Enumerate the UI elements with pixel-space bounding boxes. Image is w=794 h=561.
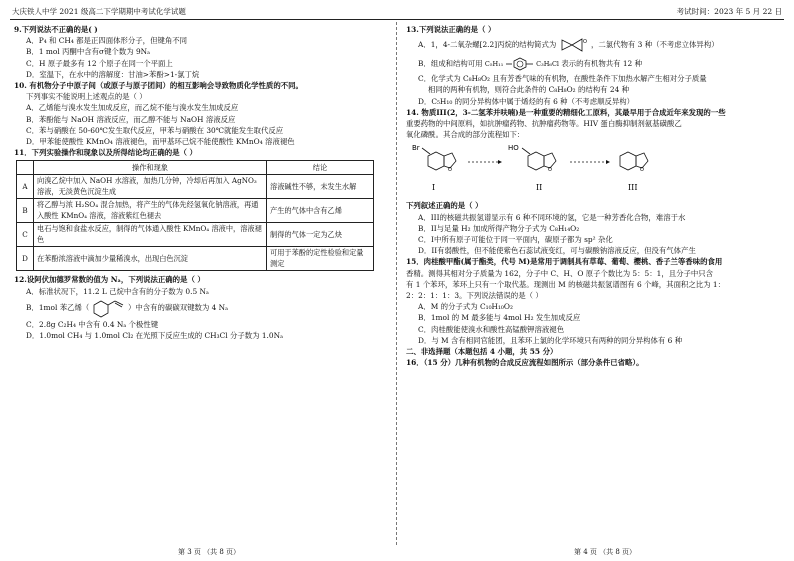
question-10 (14, 80, 394, 147)
table-cell-conclusion: 可用于苯酚的定性检验和定量测定 (267, 247, 374, 271)
q10-stem: 10. 有机物分子中原子间（或原子与原子团间）的相互影响会导致物质化学性质的不同。 (14, 81, 303, 91)
q14-stem-2: 重要药物的中间原料，如抗肿瘤药物、抗肿瘤药物等。HIV 蛋白酶抑制剂氨基磺酸乙 (406, 119, 682, 129)
spiro-structure-icon (559, 36, 589, 54)
q9-stem: 9.下列说法不正确的是( ) (14, 25, 98, 34)
table-header: 操作和现象 (34, 161, 267, 175)
q15-stem-2: 香精。测得其相对分子质量为 162，分子中 C、H、O 原子个数比为 5：5：1，且分子中只含 (406, 268, 714, 278)
table-cell-option: C (17, 223, 34, 247)
hydroxy-label: HO (508, 144, 519, 153)
styrene-structure-icon (92, 298, 126, 318)
q10-option-b: B．苯酚能与 NaOH 溶液反应，而乙醇不能与 NaOH 溶液反应 (26, 114, 236, 124)
table-cell-option: D (17, 247, 34, 271)
q13-substituent-2: C₃H₆Cl (536, 60, 560, 69)
q15-stem-4: 2：2：1：1：3。下列说法错误的是（ ） (406, 291, 543, 301)
table-header: 结论 (267, 161, 374, 175)
svg-text:O: O (582, 39, 587, 46)
q12-option-c: C．2.8g C₂H₄ 中含有 0.4 Nₐ 个极性键 (26, 319, 159, 329)
q13-option-a (406, 35, 784, 55)
compound-iii-label: III (628, 183, 638, 193)
page-4-footer: 第 4 页 （共 8 页） (574, 548, 637, 556)
question-13 (406, 24, 784, 107)
table-cell-conclusion: 溶液碱性不够，未发生水解 (267, 175, 374, 199)
question-14 (406, 107, 784, 257)
exam-date: 考试时间：2023 年 5 月 22 日 (676, 7, 782, 16)
page-3-footer: 第 3 页 （共 8 页） (178, 548, 241, 556)
table-cell-option: A (17, 175, 34, 199)
q13-option-b-suffix: 表示的有机物共有 12 种 (561, 59, 642, 69)
q14-option-a: A．III的核磁共振氢谱显示有 6 种不同环境的氢，它是一种芳香化合物，难溶于水 (418, 212, 686, 222)
q15-option-c: C．肉桂酸能使溴水和酸性高锰酸钾溶液褪色 (418, 324, 565, 334)
svg-text:O: O (548, 167, 552, 174)
q10-stem-2: 下列事实不能说明上述观点的是（ ） (26, 92, 147, 102)
table-cell-option: B (17, 199, 34, 223)
q13-option-b (406, 55, 784, 73)
q13-option-b-prefix: B．组成和结构可用 (418, 59, 483, 69)
question-16-stem: 16．（15 分）几种有机物的合成反应流程如图所示（部分条件已省略）。 (406, 358, 644, 368)
q15-stem: 15．肉桂酸甲酯(属于酯类，代号 M)是常用于调制具有草莓、葡萄、樱桃、香子兰等香味的食用 (406, 257, 723, 267)
q15-option-a: A．M 的分子式为 C₁₀H₁₀O₂ (418, 302, 513, 312)
q11-stem: 11．下列实验操作和现象以及所得结论均正确的是（ ） (14, 148, 197, 158)
q14-stem: 14. 物质III(2，3-二氢苯并呋喃)是一种重要的精细化工原料，其最早用于合成近年来发现的一些 (406, 107, 726, 117)
q13-option-d: D．C₅H₁₀ 的同分异构体中属于烯烃的有 6 种（不考虑顺反异构） (418, 96, 635, 106)
q13-option-c-cont: 相同的两种有机物，则符合此条件的 C₈H₈O₂ 的结构有 24 种 (428, 85, 630, 95)
q9-option-a: A．P₄ 和 CH₄ 都是正四面体形分子，但键角不同 (26, 36, 188, 46)
table-row (17, 199, 374, 223)
question-9 (14, 24, 394, 80)
column-divider (396, 22, 397, 545)
q14-option-b: B．II与足量 H₂ 加成所得产物分子式为 C₈H₁₄O₂ (418, 223, 580, 233)
table-cell-conclusion: 制得的气体一定为乙炔 (267, 223, 374, 247)
q13-option-c: C．化学式为 C₈H₈O₂ 且有芳香气味的有机物，在酸性条件下加热水解产生相对分子质量 (418, 74, 707, 84)
page-4-column (406, 24, 784, 368)
q15-option-d: D．与 M 含有相同官能团，且苯环上氯的化学环境只有两种的同分异构体有 6 种 (418, 335, 683, 345)
compound-i-label: I (432, 183, 436, 193)
q15-stem-3: 有 1 个苯环，苯环上只有一个取代基。现测出 M 的核磁共振氢谱图有 6 个峰，其面积之比为 1： (406, 279, 725, 289)
page-3-column (14, 24, 394, 341)
q14-option-c: C．I中所有原子可能位于同一平面内，碳原子都为 sp² 杂化 (418, 235, 613, 245)
table-cell-conclusion: 产生的气体中含有乙烯 (267, 199, 374, 223)
question-12 (14, 274, 394, 341)
table-cell-operation: 向溴乙烷中加入 NaOH 水溶液，加热几分钟，冷却后再加入 AgNO₃ 溶液，无淡黄色沉淀生成 (34, 175, 267, 199)
q9-option-d: D．室温下，在水中的溶解度：甘油>苯酚>1-氯丁烷 (26, 69, 200, 79)
table-row (17, 175, 374, 199)
table-row (17, 223, 374, 247)
q10-option-c: C．苯与硝酸在 50-60℃发生取代反应，甲苯与硝酸在 30℃就能发生取代反应 (26, 125, 284, 135)
section-2-heading: 二、非选择题（本题包括 4 小题，共 55 分） (406, 347, 558, 357)
header-divider (10, 19, 784, 20)
q12-option-b-prefix: B．1mol 苯乙烯（ (26, 302, 90, 312)
q13-option-a-prefix: A．1，4-二氧杂螺[2.2]丙烷的结构简式为 (418, 40, 557, 50)
table-cell-operation: 在苯酚浓溶液中滴加少量稀溴水，出现白色沉淀 (34, 247, 267, 271)
synthesis-scheme (410, 140, 710, 200)
q9-option-b: B．1 mol 丙酮中含有σ键个数为 9Nₐ (26, 47, 150, 57)
q10-option-d: D．甲苯能使酸性 KMnO₄ 溶液褪色，而甲基环己烷不能使酸性 KMnO₄ 溶液褪色 (26, 137, 295, 147)
svg-text:O: O (640, 167, 644, 174)
compound-ii-structure (508, 144, 556, 192)
page-header (12, 6, 782, 20)
question-15 (406, 256, 784, 346)
table-header-row (17, 161, 374, 175)
benzene-ring-icon (506, 57, 534, 71)
q14-option-d: D．II有弱酸性，但不能使紫色石蕊试液变红，可与碳酸钠溶液反应，但没有气体产生 (418, 246, 696, 256)
q14-question: 下列叙述正确的是（ ） (406, 201, 483, 211)
q13-option-a-suffix: ，二氯代物有 3 种（不考虑立体异构） (590, 40, 719, 50)
q13-substituent-1: C₅H₁₁ (484, 60, 504, 69)
compound-iii-structure (620, 152, 648, 192)
table-cell-operation: 电石与饱和食盐水反应，制得的气体通入酸性 KMnO₄ 溶液中，溶液褪色 (34, 223, 267, 247)
table-header (17, 161, 34, 175)
exam-title: 大庆铁人中学 2021 级高二下学期期中考试化学试题 (12, 7, 186, 16)
q12-option-d: D．1.0mol CH₄ 与 1.0mol Cl₂ 在光照下反应生成的 CH₃Cl 分子数为 1.0Nₐ (26, 331, 283, 341)
q10-option-a: A．乙烯能与溴水发生加成反应，而乙烷不能与溴水发生加成反应 (26, 103, 239, 113)
q11-table (16, 160, 374, 271)
bromo-label: Br (412, 144, 420, 153)
svg-text:O: O (448, 167, 452, 174)
table-cell-operation: 将乙醇与浓 H₂SO₄ 混合加热，将产生的气体先经氢氧化钠溶液，再通入酸性 KMnO₄ 溶液，溶液紫红色褪去 (34, 199, 267, 223)
q14-stem-3: 氧化磷酰。其合成的部分流程如下： (406, 130, 525, 140)
question-11 (14, 147, 394, 271)
table-row (17, 247, 374, 271)
compound-i-structure (412, 144, 456, 192)
compound-ii-label: II (536, 183, 543, 193)
q9-option-c: C．H 原子最多有 12 个原子在同一个平面上 (26, 58, 173, 68)
q12-option-b (14, 297, 394, 319)
q13-stem: 13.下列说法正确的是（ ） (406, 25, 496, 34)
q15-option-b: B．1mol 的 M 最多能与 4mol H₂ 发生加成反应 (418, 313, 581, 323)
q12-option-a: A．标准状况下，11.2 L 己烷中含有的分子数为 0.5 Nₐ (26, 286, 209, 296)
q12-stem: 12.设阿伏加德罗常数的值为 Nₐ，下列说法正确的是（ ） (14, 275, 205, 285)
q12-option-b-suffix: ）中含有的碳碳双键数为 4 Nₐ (127, 302, 229, 312)
